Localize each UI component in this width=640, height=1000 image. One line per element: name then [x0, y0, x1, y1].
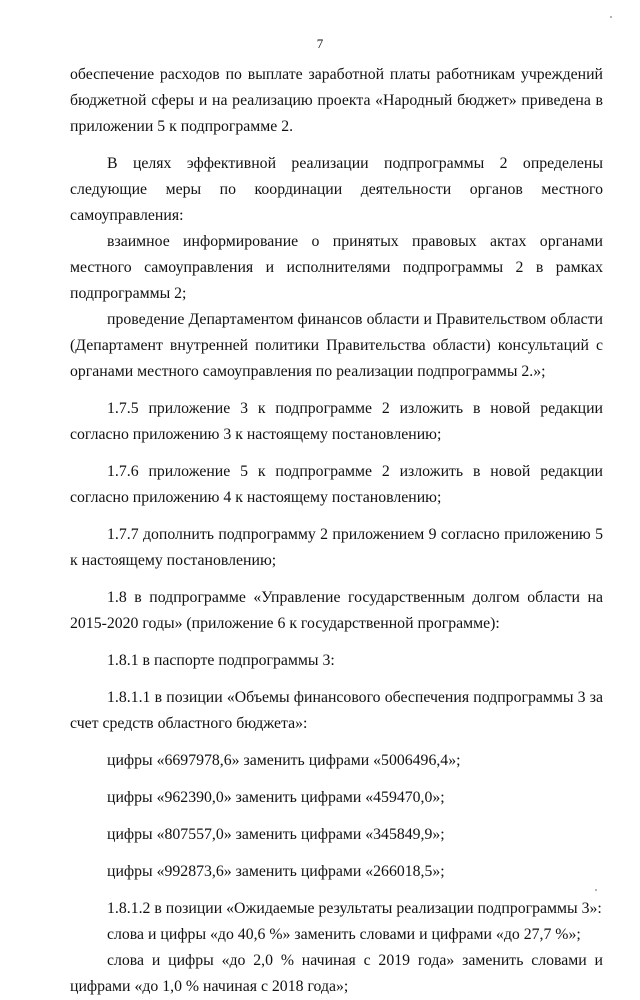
scan-mark-bottom-right — [595, 889, 597, 891]
paragraph-coordination-measures: В целях эффективной реализации подпрограммы 2 определены следующие меры по координации деятельности органов местного самоуправления: — [70, 155, 603, 224]
paragraph-item-1-8-1-2: 1.8.1.2 в позиции «Ожидаемые результаты реализации подпрограммы 3»: — [107, 900, 602, 917]
paragraph-figures-4: цифры «992873,6» заменить цифрами «266018,5»; — [107, 863, 445, 880]
paragraph-item-1-7-6: 1.7.6 приложение 5 к подпрограмме 2 изложить в новой редакции согласно приложению 4 к настоящему постановлению; — [70, 463, 603, 506]
paragraph-words-figures-2: слова и цифры «до 2,0 % начиная с 2019 года» заменить словами и цифрами «до 1,0 % начиная с 2018 года»; — [70, 952, 603, 995]
paragraph-figures-3: цифры «807557,0» заменить цифрами «345849,9»; — [107, 826, 445, 843]
paragraph-item-1-7-7: 1.7.7 дополнить подпрограмму 2 приложением 9 согласно приложению 5 к настоящему постановлению; — [70, 526, 603, 569]
paragraph-words-figures-1: слова и цифры «до 40,6 %» заменить словами и цифрами «до 27,7 %»; — [107, 926, 581, 943]
paragraph-budget-expenses: обеспечение расходов по выплате заработной платы работникам учреждений бюджетной сферы и на реализацию проекта «Народный бюджет» приведена в приложении 5 к подпрограмме 2. — [70, 66, 603, 135]
paragraph-figures-2: цифры «962390,0» заменить цифрами «459470,0»; — [107, 789, 445, 806]
document-body — [70, 62, 603, 1000]
paragraph-consultations: проведение Департаментом финансов области и Правительством области (Департамент внутренней политики Правительства области) консультаций с органами местного самоуправления по реализации подпрограммы 2.»; — [70, 311, 603, 380]
page-number: 7 — [316, 36, 324, 51]
paragraph-item-1-8-1: 1.8.1 в паспорте подпрограммы 3: — [107, 652, 335, 669]
paragraph-figures-1: цифры «6697978,6» заменить цифрами «5006496,4»; — [107, 752, 461, 769]
paragraph-mutual-informing: взаимное информирование о принятых правовых актах органами местного самоуправления и исполнителями подпрограммы 2 в рамках подпрограммы 2; — [70, 233, 603, 302]
scan-mark-top-right — [610, 16, 612, 18]
paragraph-item-1-8-1-1: 1.8.1.1 в позиции «Объемы финансового обеспечения подпрограммы 3 за счет средств областного бюджета»: — [70, 689, 603, 732]
paragraph-item-1-8: 1.8 в подпрограмме «Управление государственным долгом области на 2015-2020 годы» (приложение 6 к государственной программе): — [70, 589, 603, 632]
paragraph-item-1-7-5: 1.7.5 приложение 3 к подпрограмме 2 изложить в новой редакции согласно приложению 3 к настоящему постановлению; — [70, 400, 603, 443]
